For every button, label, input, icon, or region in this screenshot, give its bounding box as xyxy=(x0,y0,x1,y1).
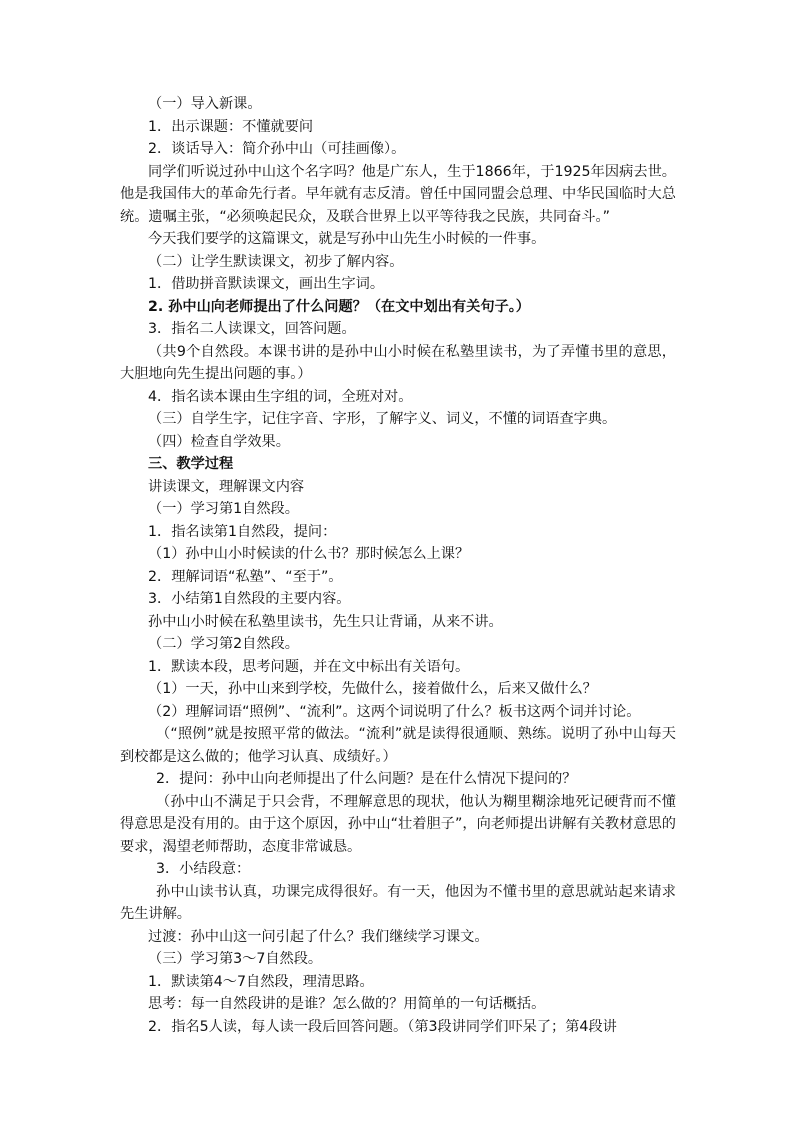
paragraph: 3．指名二人读课文，回答问题。 xyxy=(148,321,356,337)
paragraph: （二）学习第2自然段。 xyxy=(148,636,299,652)
paragraph: 1．借助拼音默读课文，画出生字词。 xyxy=(148,276,385,292)
paragraph: 2．谈话导入：简介孙中山（可挂画像）。 xyxy=(148,141,406,157)
paragraph: （四）检查自学效果。 xyxy=(148,433,290,450)
paragraph: 1．默读第4～7自然段，理清思路。 xyxy=(148,973,374,990)
paragraph: （二）让学生默读课文，初步了解内容。 xyxy=(148,253,404,270)
paragraph: 1．出示课题：不懂就要问 xyxy=(148,118,314,135)
paragraph: 讲读课文，理解课文内容 xyxy=(148,478,305,495)
paragraph: 同学们听说过孙中山这个名字吗？他是广东人，生于1866年，于1925年因病去世。他是我国伟大的革命先行者。早年就有志反清。曾任中国同盟会总理、中华民国临时大总统。遗嘱主张，“必须唤起民众，及联合世界上以平等待我之民族，共同奋斗。” xyxy=(120,163,676,225)
paragraph: 2. 孙中山向老师提出了什么问题？（在文中划出有关句子。） xyxy=(148,298,530,315)
paragraph: （1）孙中山小时候读的什么书？那时候怎么上课？ xyxy=(148,546,470,562)
paragraph: （一）导入新课。 xyxy=(148,96,262,112)
paragraph: 思考：每一自然段讲的是谁？怎么做的？用简单的一句话概括。 xyxy=(148,996,546,1012)
paragraph: （共9个自然段。本课书讲的是孙中山小时候在私塾里读书，为了弄懂书里的意思，大胆地向先生提出问题的事。） xyxy=(120,343,676,382)
paragraph: 4．指名读本课由生字组的词，全班对对。 xyxy=(148,388,413,405)
paragraph: 三、教学过程 xyxy=(148,456,234,472)
paragraph: 2．指名5人读，每人读一段后回答问题。（第3段讲同学们吓呆了；第4段讲 xyxy=(148,1018,617,1035)
paragraph: 孙中山小时候在私塾里读书，先生只让背诵，从来不讲。 xyxy=(148,613,503,630)
document-body xyxy=(120,93,676,1038)
paragraph: （孙中山不满足于只会背，不理解意思的现状，他认为糊里糊涂地死记硬背而不懂得意思是没有用的。由于这个原因，孙中山“壮着胆子”，向老师提出讲解有关教材意思的要求，渴望老师帮助，态度非常诚恳。 xyxy=(120,793,676,855)
paragraph: 1．指名读第1自然段，提问： xyxy=(148,523,337,540)
paragraph: 2．提问：孙中山向老师提出了什么问题？是在什么情况下提问的？ xyxy=(156,771,577,787)
paragraph: （1）一天，孙中山来到学校，先做什么，接着做什么，后来又做什么？ xyxy=(148,681,597,697)
paragraph: 3．小结第1自然段的主要内容。 xyxy=(148,591,351,607)
paragraph: （“照例”就是按照平常的做法。“流利”就是读得很通顺、熟练。说明了孙中山每天到校都是这么做的；他学习认真、成绩好。） xyxy=(120,726,676,765)
paragraph: （三）自学生字，记住字音、字形，了解字义、词义，不懂的词语查字典。 xyxy=(148,411,617,427)
paragraph: 过渡：孙中山这一问引起了什么？我们继续学习课文。 xyxy=(148,928,489,945)
paragraph: 3．小结段意： xyxy=(156,861,251,877)
paragraph: （三）学习第3～7自然段。 xyxy=(148,951,323,967)
paragraph: （一）学习第1自然段。 xyxy=(148,501,299,517)
paragraph: 1．默读本段，思考问题，并在文中标出有关语句。 xyxy=(148,658,470,675)
paragraph: 孙中山读书认真，功课完成得很好。有一天，他因为不懂书里的意思就站起来请求先生讲解。 xyxy=(120,883,676,922)
paragraph: （2）理解词语“照例”、“流利”。这两个词说明了什么？板书这两个词并讨论。 xyxy=(148,703,641,720)
paragraph: 今天我们要学的这篇课文，就是写孙中山先生小时候的一件事。 xyxy=(148,231,546,247)
paragraph: 2．理解词语“私塾”、“至于”。 xyxy=(148,568,343,585)
